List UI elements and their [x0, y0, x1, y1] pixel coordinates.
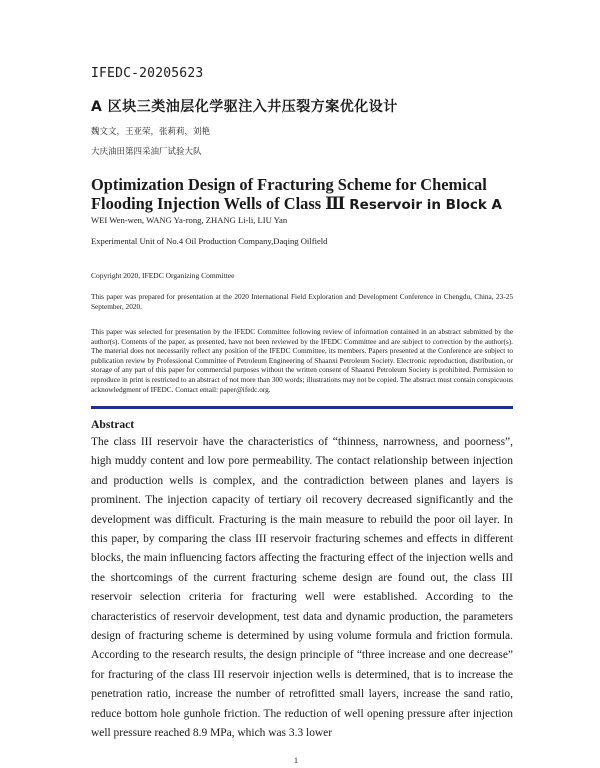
chinese-authors: 魏文文，王亚荣，张莉莉，刘艳 [91, 127, 211, 137]
abstract-body: The class III reservoir have the characteristics of “thinness, narrowness, and poorness”, high muddy content and low pore permeability. The contact relationship between injection and production wells is complex, and the contradiction between planes and layers is prominent. The injection capacity of tertiary oil recovery decreased significantly and the development was difficult. Fracturing is the main measure to rebuild the poor oil layer. In this paper, by comparing the class III reservoir fracturing schemes and effects in different blocks, the main influencing factors affecting the fracturing effect of the injection wells and the shortcomings of the current fracturing scheme design are found out, the class III reservoir selection criteria for fracturing well were established. According to the characteristics of reservoir development, test data and dynamic production, the parameters design of fracturing scheme is determined by using volume formula and friction formula. According to the research results, the design principle of “three increase and one decrease” for fracturing of the class III reservoir injection wells is determined, that is to increase the penetration ratio, increase the number of retrofitted small layers, increase the sand ratio, reduce bottom hole gunhole friction. The reduction of well opening pressure after injection well pressure reached 8.9 MPa, which was 3.3 lower [91, 436, 513, 740]
english-affiliation: Experimental Unit of No.4 Oil Production Company,Daqing Oilfield [91, 236, 328, 246]
section-divider [91, 406, 513, 409]
chinese-title: A 区块三类油层化学驱注入井压裂方案优化设计 [91, 99, 398, 115]
copyright-notice: Copyright 2020, IFEDC Organizing Committee [91, 271, 235, 280]
english-title [91, 175, 531, 215]
paper-id: IFEDC-20205623 [91, 66, 204, 81]
page-number: 1 [294, 756, 298, 765]
english-authors: WEI Wen-wen, WANG Ya-rong, ZHANG Li-li, LIU Yan [91, 215, 288, 225]
prepared-note: This paper was prepared for presentation at the 2020 International Field Exploration and Development Conference in Chengdu, China, 23-25 September, 2020. [91, 292, 513, 311]
english-title-tail: Reservoir in Block A [349, 197, 502, 213]
selection-note: This paper was selected for presentation by the IFEDC Committee following review of information contained in an abstract submitted by the author(s). Contents of the paper, as presented, have not been reviewed by the IFEDC Committee and are subject to correction by the author(s). The material does not necessarily reflect any position of the IFEDC Committee, its members. Papers presented at the Conference are subject to publication review by Professional Committee of Petroleum Engineering of Shaanxi Petroleum Society. Electronic reproduction, distribution, or storage of any part of this paper for commercial purposes without the written consent of Shaanxi Petroleum Society is prohibited. Permission to reproduce in print is restricted to an abstract of not more than 300 words; illustrations may not be copied. The abstract must contain conspicuous acknowledgment of IFEDC. Contact email: paper@ifedc.org. [91, 327, 513, 394]
abstract-heading: Abstract [91, 418, 135, 431]
english-title-main: Optimization Design of Fracturing Scheme for Chemical Flooding Injection Wells of Class Ⅲ [91, 175, 487, 213]
chinese-affiliation: 大庆油田第四采油厂试验大队 [91, 147, 202, 157]
